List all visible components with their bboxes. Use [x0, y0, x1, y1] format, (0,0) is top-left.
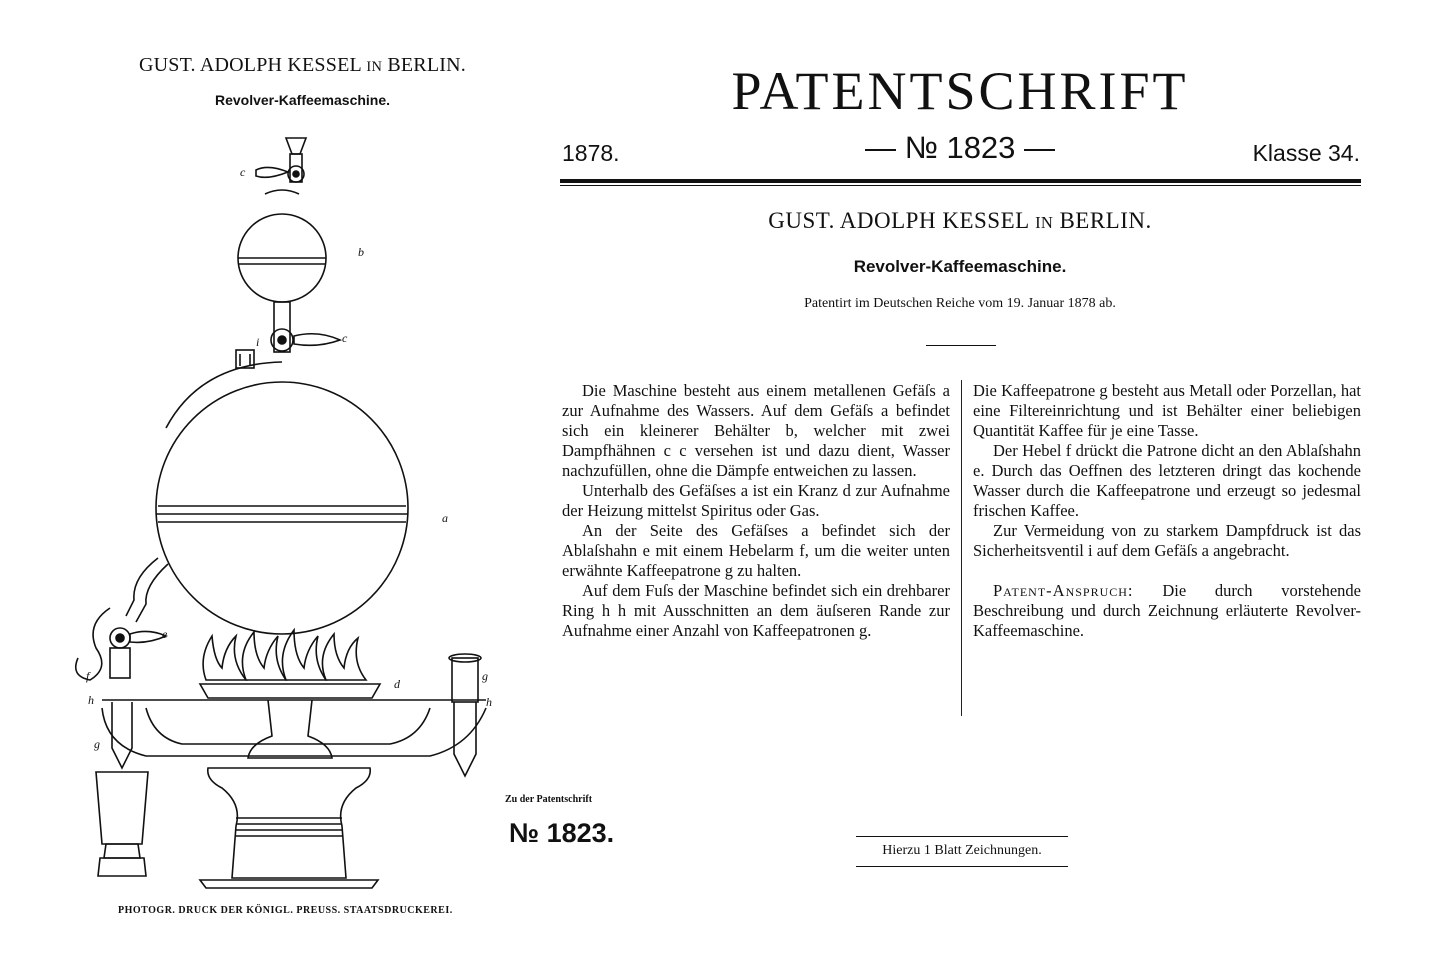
reference-number: № 1823. [509, 818, 615, 848]
paragraph: Zur Vermeidung von zu starkem Dampfdruck ist das Sicherheitsventil i auf dem Gefäſs a angebracht. [973, 521, 1361, 560]
drawing-label: f [86, 669, 90, 683]
drawing-label: h [88, 693, 94, 707]
paragraph: Die Maschine besteht aus einem metallenen Gefäſs a zur Aufnahme des Wassers. Auf dem Gefäſs a befindet sich ein kleinerer Behälter b, welcher mit zwei Dampfhähnen c c versehen ist und dazu dient, Wasser nachzufüllen, ohne die Dämpfe entweichen zu lassen. [562, 381, 950, 480]
drawing-sheet-inventor-name: GUST. ADOLPH KESSEL [139, 54, 362, 76]
document-class: Klasse 34. [1252, 140, 1360, 166]
drawing-label: h [486, 695, 492, 709]
drawing-label: g [482, 669, 488, 683]
inventor-in: IN [1035, 213, 1054, 232]
drawing-sheet-inventor [100, 54, 505, 77]
sheets-note: Hierzu 1 Blatt Zeichnungen. [882, 843, 1042, 858]
document-year: 1878. [562, 140, 620, 166]
invention-title: Revolver-Kaffeemaschine. [853, 257, 1067, 276]
header-rule-thin [560, 185, 1361, 186]
reference-label: Zu der Patentschrift [505, 794, 593, 805]
drawing-label: i [256, 335, 260, 349]
patent-claim [973, 581, 1361, 641]
drawing-label: b [358, 245, 364, 259]
header-rule [560, 179, 1361, 183]
column-divider [961, 380, 962, 716]
inventor-name: GUST. ADOLPH KESSEL [768, 208, 1029, 233]
paragraph: An der Seite des Gefäſses a befindet sich der Ablaſshahn e mit einem Hebelarm f, um die weiter unten erwähnte Kaffeepatrone g zu halten. [562, 521, 950, 580]
drawing-label: a [442, 511, 448, 525]
document-title: PATENTSCHRIFT [731, 61, 1189, 121]
drawing-label: g [94, 737, 100, 751]
patent-date: Patentirt im Deutschen Reiche vom 19. Januar 1878 ab. [804, 296, 1116, 311]
paragraph: Auf dem Fuſs der Maschine befindet sich ein drehbarer Ring h h mit Ausschnitten an dem äuſseren Rande zur Aufnahme einer Anzahl von Kaffeepatronen g. [562, 581, 950, 640]
paragraph: Der Hebel f drückt die Patrone dicht an den Ablaſshahn e. Durch das Oeffnen des letzteren dringt das kochende Wasser durch die Kaffeepatrone und erzeugt so jedesmal frischen Kaffee. [973, 441, 1361, 520]
description-left-column [562, 381, 950, 641]
inventor [560, 208, 1360, 234]
drawing-sheet-title: Revolver-Kaffeemaschine. [214, 92, 391, 108]
drawing-label: d [394, 677, 400, 691]
printer-note: PHOTOGR. DRUCK DER KÖNIGL. PREUSS. STAATSDRUCKEREI. [118, 905, 453, 916]
coffee-machine-drawing [50, 128, 520, 898]
claim-heading: Patent-Anspruch: [993, 581, 1134, 600]
section-rule [926, 345, 996, 346]
document-number: — № 1823 — [864, 130, 1056, 165]
drawing-label: c [240, 165, 246, 179]
drawing-label: c [342, 331, 348, 345]
paragraph: Unterhalb des Gefäſses a ist ein Kranz d zur Aufnahme der Heizung mittelst Spiritus oder Gas. [562, 481, 950, 520]
drawing-sheet-inventor-in: IN [366, 59, 383, 75]
claim-text: Die durch vorstehende Beschreibung und durch Zeichnung erläuterte Revolver-Kaffeemaschine. [973, 581, 1361, 640]
paragraph: Die Kaffeepatrone g besteht aus Metall oder Porzellan, hat eine Filtereinrichtung und ist Behälter einer beliebigen Quantität Kaffee für je eine Tasse. [973, 381, 1361, 440]
description-right-column [973, 381, 1361, 641]
drawing-label: e [162, 627, 168, 641]
inventor-city: BERLIN. [1059, 208, 1152, 233]
drawing-sheet-inventor-city: BERLIN. [387, 54, 466, 76]
